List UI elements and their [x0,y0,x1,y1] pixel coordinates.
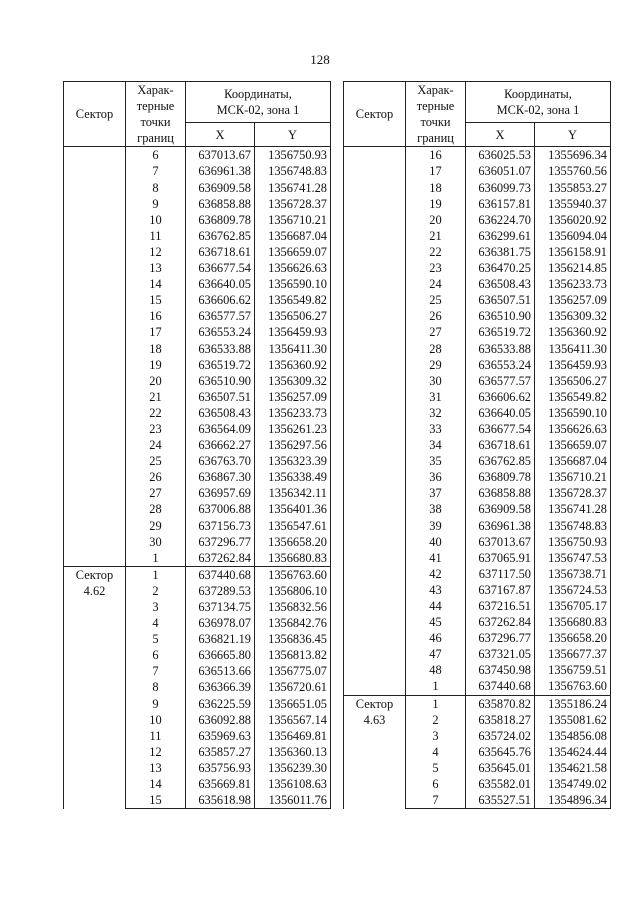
coord-y: 1356687.04 [255,228,331,244]
coord-x: 637156.73 [186,518,255,534]
coord-y: 1356297.56 [255,437,331,453]
coord-x: 637296.77 [186,534,255,550]
point-number: 48 [406,662,466,678]
coord-y: 1356309.32 [255,373,331,389]
coord-y: 1356323.39 [255,453,331,469]
coord-x: 637013.67 [466,534,535,550]
point-number: 7 [126,663,186,679]
point-number: 8 [126,679,186,695]
left-table-body [64,147,331,809]
coord-x: 636821.19 [186,631,255,647]
left-coordinates-table [63,81,331,809]
coord-y: 1356158.91 [535,244,611,260]
coord-x: 636858.88 [466,485,535,501]
point-number: 28 [126,501,186,517]
point-number: 17 [126,324,186,340]
coord-y: 1356411.30 [535,341,611,357]
coord-x: 636470.25 [466,260,535,276]
coord-x: 636299.61 [466,228,535,244]
coord-x: 635618.98 [186,792,255,809]
point-number: 3 [406,728,466,744]
coord-x: 636224.70 [466,212,535,228]
point-number: 43 [406,582,466,598]
point-number: 18 [126,341,186,357]
coord-x: 636858.88 [186,196,255,212]
header-y: Y [255,122,331,146]
coord-x: 636553.24 [466,357,535,373]
point-number: 4 [406,744,466,760]
coord-y: 1356549.82 [535,389,611,405]
coord-y: 1356338.49 [255,469,331,485]
point-number: 3 [126,599,186,615]
coord-y: 1356239.30 [255,760,331,776]
coord-y: 1356659.07 [535,437,611,453]
header-x: X [466,122,535,146]
coord-x: 637262.84 [186,550,255,567]
coord-x: 636510.90 [186,373,255,389]
point-number: 1 [406,678,466,695]
header-points: Харак- терные точки границ [126,82,186,147]
coord-y: 1356705.17 [535,598,611,614]
coord-x: 635582.01 [466,776,535,792]
coord-x: 636099.73 [466,180,535,196]
coord-x: 635724.02 [466,728,535,744]
coord-y: 1356094.04 [535,228,611,244]
coord-y: 1356720.61 [255,679,331,695]
coord-y: 1356763.60 [255,566,331,583]
coord-x: 636092.88 [186,712,255,728]
point-number: 35 [406,453,466,469]
point-number: 1 [406,695,466,712]
coord-x: 637440.68 [186,566,255,583]
coord-y: 1356261.23 [255,421,331,437]
coord-x: 637321.05 [466,646,535,662]
point-number: 40 [406,534,466,550]
coord-y: 1356748.83 [255,163,331,179]
point-number: 30 [406,373,466,389]
coord-x: 635969.63 [186,728,255,744]
coord-x: 635645.76 [466,744,535,760]
point-number: 9 [126,696,186,712]
coord-y: 1355853.27 [535,180,611,196]
point-number: 25 [406,292,466,308]
coord-y: 1356750.93 [535,534,611,550]
coord-x: 636762.85 [186,228,255,244]
coord-x: 635669.81 [186,776,255,792]
point-number: 20 [406,212,466,228]
coord-x: 636533.88 [186,341,255,357]
point-number: 19 [126,357,186,373]
coord-x: 636662.27 [186,437,255,453]
point-number: 32 [406,405,466,421]
header-y: Y [535,122,611,146]
coord-y: 1356506.27 [255,308,331,324]
coord-x: 635857.27 [186,744,255,760]
coord-y: 1356342.11 [255,485,331,501]
point-number: 9 [126,196,186,212]
coord-x: 636510.90 [466,308,535,324]
coord-x: 636577.57 [466,373,535,389]
table-row [344,695,611,712]
point-number: 11 [126,228,186,244]
point-number: 12 [126,744,186,760]
coord-y: 1356659.07 [255,244,331,260]
sector-name: Сектор 4.63 [344,695,406,809]
coord-y: 1356759.51 [535,662,611,678]
coord-x: 636507.51 [186,389,255,405]
point-number: 2 [406,712,466,728]
coord-y: 1356549.82 [255,292,331,308]
point-number: 12 [126,244,186,260]
coord-x: 637216.51 [466,598,535,614]
coord-x: 635870.82 [466,695,535,712]
coord-x: 636513.66 [186,663,255,679]
point-number: 44 [406,598,466,614]
coord-x: 636677.54 [466,421,535,437]
point-number: 13 [126,260,186,276]
point-number: 10 [126,212,186,228]
point-number: 24 [126,437,186,453]
header-sector: Сектор [64,82,126,147]
coord-x: 637117.50 [466,566,535,582]
coord-y: 1356728.37 [255,196,331,212]
coord-y: 1356214.85 [535,260,611,276]
coord-x: 636867.30 [186,469,255,485]
point-number: 29 [126,518,186,534]
coord-y: 1356360.92 [535,324,611,340]
point-number: 20 [126,373,186,389]
point-number: 24 [406,276,466,292]
coord-x: 636718.61 [186,244,255,260]
coord-x: 636051.07 [466,163,535,179]
coord-x: 636507.51 [466,292,535,308]
coord-y: 1356658.20 [255,534,331,550]
point-number: 15 [126,292,186,308]
coord-y: 1356233.73 [255,405,331,421]
coord-y: 1356401.36 [255,501,331,517]
point-number: 15 [126,792,186,809]
coord-y: 1355696.34 [535,147,611,164]
coord-y: 1356590.10 [535,405,611,421]
coord-y: 1356257.09 [255,389,331,405]
coord-y: 1356710.21 [255,212,331,228]
coord-x: 636381.75 [466,244,535,260]
coord-y: 1356233.73 [535,276,611,292]
coord-y: 1355760.56 [535,163,611,179]
coord-x: 636763.70 [186,453,255,469]
point-number: 5 [126,631,186,647]
coord-y: 1356360.13 [255,744,331,760]
coord-y: 1356836.45 [255,631,331,647]
coord-x: 636553.24 [186,324,255,340]
coord-x: 636508.43 [186,405,255,421]
coord-y: 1356658.20 [535,630,611,646]
point-number: 6 [406,776,466,792]
coord-y: 1356506.27 [535,373,611,389]
coord-y: 1356677.37 [535,646,611,662]
coord-x: 636533.88 [466,341,535,357]
coord-y: 1356651.05 [255,696,331,712]
coord-y: 1354621.58 [535,760,611,776]
coord-y: 1356459.93 [535,357,611,373]
coord-x: 636606.62 [466,389,535,405]
sector-name [344,147,406,695]
coord-y: 1356626.63 [535,421,611,437]
point-number: 13 [126,760,186,776]
coord-x: 635527.51 [466,792,535,809]
coord-y: 1355081.62 [535,712,611,728]
point-number: 21 [126,389,186,405]
point-number: 27 [126,485,186,501]
coord-x: 637013.67 [186,147,255,164]
point-number: 16 [126,308,186,324]
point-number: 36 [406,469,466,485]
coord-y: 1356806.10 [255,583,331,599]
point-number: 26 [406,308,466,324]
coord-x: 637450.98 [466,662,535,678]
coord-x: 636519.72 [466,324,535,340]
point-number: 27 [406,324,466,340]
coord-x: 637167.87 [466,582,535,598]
coord-x: 635818.27 [466,712,535,728]
coord-y: 1356842.76 [255,615,331,631]
header-sector: Сектор [344,82,406,147]
point-number: 18 [406,180,466,196]
point-number: 34 [406,437,466,453]
coord-x: 636909.58 [466,501,535,517]
point-number: 29 [406,357,466,373]
point-number: 4 [126,615,186,631]
point-number: 8 [126,180,186,196]
point-number: 42 [406,566,466,582]
coord-x: 636677.54 [186,260,255,276]
coord-x: 636809.78 [186,212,255,228]
coord-x: 636762.85 [466,453,535,469]
point-number: 26 [126,469,186,485]
coord-x: 636366.39 [186,679,255,695]
coord-y: 1356108.63 [255,776,331,792]
point-number: 6 [126,147,186,164]
coord-y: 1356547.61 [255,518,331,534]
coord-x: 636640.05 [466,405,535,421]
coord-x: 636978.07 [186,615,255,631]
point-number: 47 [406,646,466,662]
coord-y: 1356257.09 [535,292,611,308]
coord-x: 635756.93 [186,760,255,776]
coord-x: 637289.53 [186,583,255,599]
coord-y: 1356741.28 [255,180,331,196]
point-number: 23 [126,421,186,437]
coord-x: 637134.75 [186,599,255,615]
coord-x: 637440.68 [466,678,535,695]
coord-x: 636519.72 [186,357,255,373]
coord-x: 636809.78 [466,469,535,485]
coord-y: 1356567.14 [255,712,331,728]
point-number: 14 [126,276,186,292]
coord-y: 1356469.81 [255,728,331,744]
sector-name [64,147,126,566]
coord-y: 1356710.21 [535,469,611,485]
point-number: 25 [126,453,186,469]
point-number: 22 [126,405,186,421]
point-number: 23 [406,260,466,276]
point-number: 45 [406,614,466,630]
coord-x: 636025.53 [466,147,535,164]
coord-x: 636961.38 [186,163,255,179]
coord-y: 1356813.82 [255,647,331,663]
coord-y: 1356728.37 [535,485,611,501]
coord-y: 1356747.53 [535,550,611,566]
coord-y: 1356590.10 [255,276,331,292]
coord-y: 1355186.24 [535,695,611,712]
header-points: Харак- терные точки границ [406,82,466,147]
header-x: X [186,122,255,146]
coord-y: 1356020.92 [535,212,611,228]
point-number: 28 [406,341,466,357]
point-number: 7 [406,792,466,809]
point-number: 46 [406,630,466,646]
coord-y: 1356687.04 [535,453,611,469]
point-number: 37 [406,485,466,501]
coord-y: 1356763.60 [535,678,611,695]
table-row [344,147,611,164]
right-table-body [344,147,611,809]
point-number: 14 [126,776,186,792]
coord-y: 1356680.83 [255,550,331,567]
coord-x: 636909.58 [186,180,255,196]
point-number: 19 [406,196,466,212]
coord-y: 1356748.83 [535,518,611,534]
coord-x: 637065.91 [466,550,535,566]
coord-x: 636606.62 [186,292,255,308]
coord-y: 1354856.08 [535,728,611,744]
point-number: 6 [126,647,186,663]
point-number: 10 [126,712,186,728]
coord-y: 1356360.92 [255,357,331,373]
point-number: 41 [406,550,466,566]
point-number: 2 [126,583,186,599]
coord-x: 636961.38 [466,518,535,534]
sector-name: Сектор 4.62 [64,566,126,808]
coord-y: 1356738.71 [535,566,611,582]
point-number: 31 [406,389,466,405]
point-number: 30 [126,534,186,550]
coord-y: 1356832.56 [255,599,331,615]
coord-y: 1356459.93 [255,324,331,340]
point-number: 11 [126,728,186,744]
coord-x: 637296.77 [466,630,535,646]
coord-y: 1356724.53 [535,582,611,598]
point-number: 7 [126,163,186,179]
point-number: 16 [406,147,466,164]
coord-y: 1354896.34 [535,792,611,809]
coord-x: 636640.05 [186,276,255,292]
point-number: 38 [406,501,466,517]
coord-x: 636508.43 [466,276,535,292]
coord-y: 1356411.30 [255,341,331,357]
point-number: 5 [406,760,466,776]
coord-x: 636577.57 [186,308,255,324]
coord-y: 1356750.93 [255,147,331,164]
table-row [64,566,331,583]
coord-y: 1356309.32 [535,308,611,324]
coord-y: 1356775.07 [255,663,331,679]
right-coordinates-table [343,81,611,809]
coord-x: 636665.80 [186,647,255,663]
point-number: 21 [406,228,466,244]
coord-x: 636225.59 [186,696,255,712]
coord-y: 1356680.83 [535,614,611,630]
point-number: 1 [126,550,186,567]
coord-y: 1356626.63 [255,260,331,276]
coord-y: 1355940.37 [535,196,611,212]
table-row [64,147,331,164]
coord-x: 636564.09 [186,421,255,437]
coord-y: 1356741.28 [535,501,611,517]
coord-x: 637006.88 [186,501,255,517]
point-number: 33 [406,421,466,437]
coord-x: 636157.81 [466,196,535,212]
point-number: 1 [126,566,186,583]
point-number: 39 [406,518,466,534]
page-number: 128 [310,52,330,67]
point-number: 22 [406,244,466,260]
coord-y: 1354624.44 [535,744,611,760]
coord-y: 1356011.76 [255,792,331,809]
coord-x: 636957.69 [186,485,255,501]
header-coordinates: Координаты, МСК-02, зона 1 [186,82,331,123]
point-number: 17 [406,163,466,179]
header-coordinates: Координаты, МСК-02, зона 1 [466,82,611,123]
coord-y: 1354749.02 [535,776,611,792]
coord-x: 637262.84 [466,614,535,630]
coord-x: 636718.61 [466,437,535,453]
coord-x: 635645.01 [466,760,535,776]
